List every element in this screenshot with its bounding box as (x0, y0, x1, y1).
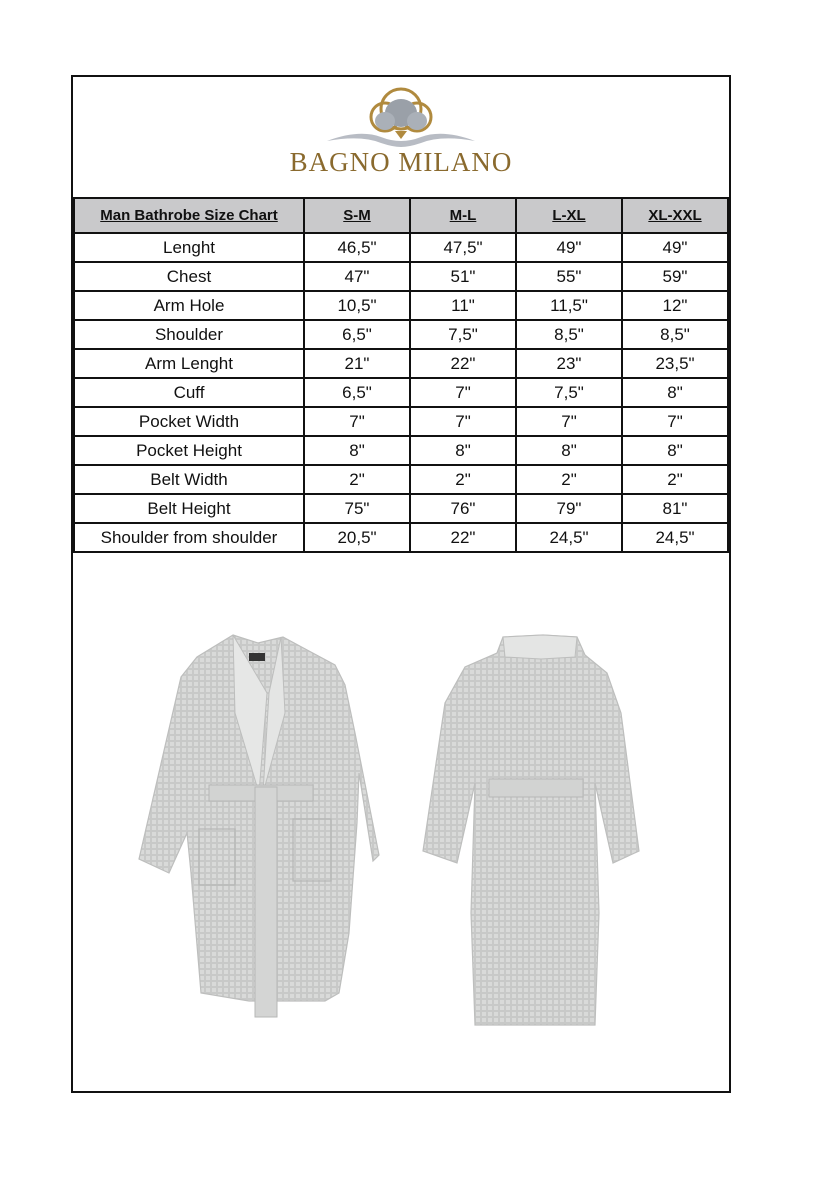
size-value-cell: 24,5" (516, 523, 622, 552)
size-value-cell: 7" (622, 407, 728, 436)
table-row (74, 262, 728, 291)
size-value-cell: 8" (304, 436, 410, 465)
size-value-cell: 23" (516, 349, 622, 378)
size-value-cell: 6,5" (304, 320, 410, 349)
size-value-cell: 2" (304, 465, 410, 494)
size-value-cell: 46,5" (304, 233, 410, 262)
column-header: L-XL (516, 198, 622, 233)
size-value-cell: 7,5" (516, 378, 622, 407)
table-row (74, 407, 728, 436)
size-value-cell: 2" (622, 465, 728, 494)
size-value-cell: 7" (410, 407, 516, 436)
bathrobe-photos (73, 573, 729, 1091)
row-label: Belt Width (74, 465, 304, 494)
size-value-cell: 7" (410, 378, 516, 407)
size-value-cell: 8" (622, 436, 728, 465)
size-value-cell: 24,5" (622, 523, 728, 552)
size-value-cell: 47" (304, 262, 410, 291)
size-value-cell: 8,5" (622, 320, 728, 349)
size-value-cell: 8" (622, 378, 728, 407)
bathrobe-images (73, 573, 729, 1091)
size-value-cell: 76" (410, 494, 516, 523)
row-label: Lenght (74, 233, 304, 262)
row-label: Cuff (74, 378, 304, 407)
size-value-cell: 6,5" (304, 378, 410, 407)
size-value-cell: 49" (516, 233, 622, 262)
size-value-cell: 2" (516, 465, 622, 494)
table-row (74, 494, 728, 523)
size-value-cell: 55" (516, 262, 622, 291)
table-row (74, 523, 728, 552)
logo-area (73, 77, 729, 197)
row-label: Arm Hole (74, 291, 304, 320)
size-value-cell: 8" (516, 436, 622, 465)
row-label: Belt Height (74, 494, 304, 523)
table-row (74, 349, 728, 378)
size-value-cell: 20,5" (304, 523, 410, 552)
size-value-cell: 21" (304, 349, 410, 378)
size-value-cell: 81" (622, 494, 728, 523)
row-label: Arm Lenght (74, 349, 304, 378)
cotton-flower-logo-icon (319, 83, 483, 151)
bathrobe-back-image (423, 635, 639, 1025)
size-value-cell: 22" (410, 349, 516, 378)
table-row (74, 378, 728, 407)
size-value-cell: 7" (304, 407, 410, 436)
row-label: Chest (74, 262, 304, 291)
size-value-cell: 12" (622, 291, 728, 320)
size-value-cell: 7,5" (410, 320, 516, 349)
size-value-cell: 47,5" (410, 233, 516, 262)
size-value-cell: 23,5" (622, 349, 728, 378)
row-label: Pocket Height (74, 436, 304, 465)
row-label: Shoulder (74, 320, 304, 349)
table-row (74, 436, 728, 465)
row-label: Pocket Width (74, 407, 304, 436)
size-value-cell: 7" (516, 407, 622, 436)
column-header: M-L (410, 198, 516, 233)
table-title: Man Bathrobe Size Chart (74, 198, 304, 233)
row-label: Shoulder from shoulder (74, 523, 304, 552)
size-value-cell: 2" (410, 465, 516, 494)
size-value-cell: 10,5" (304, 291, 410, 320)
size-value-cell: 59" (622, 262, 728, 291)
column-header: XL-XXL (622, 198, 728, 233)
table-row (74, 465, 728, 494)
size-value-cell: 51" (410, 262, 516, 291)
size-value-cell: 49" (622, 233, 728, 262)
size-value-cell: 75" (304, 494, 410, 523)
table-row (74, 291, 728, 320)
table-row (74, 233, 728, 262)
size-chart-frame (71, 75, 731, 1093)
size-value-cell: 8" (410, 436, 516, 465)
size-value-cell: 11,5" (516, 291, 622, 320)
table-header-row (74, 198, 728, 233)
size-chart-table (73, 197, 729, 553)
size-value-cell: 8,5" (516, 320, 622, 349)
brand-name: BAGNO MILANO (289, 147, 513, 177)
bathrobe-front-image (139, 635, 379, 1017)
size-value-cell: 22" (410, 523, 516, 552)
size-value-cell: 11" (410, 291, 516, 320)
column-header: S-M (304, 198, 410, 233)
size-value-cell: 79" (516, 494, 622, 523)
table-row (74, 320, 728, 349)
